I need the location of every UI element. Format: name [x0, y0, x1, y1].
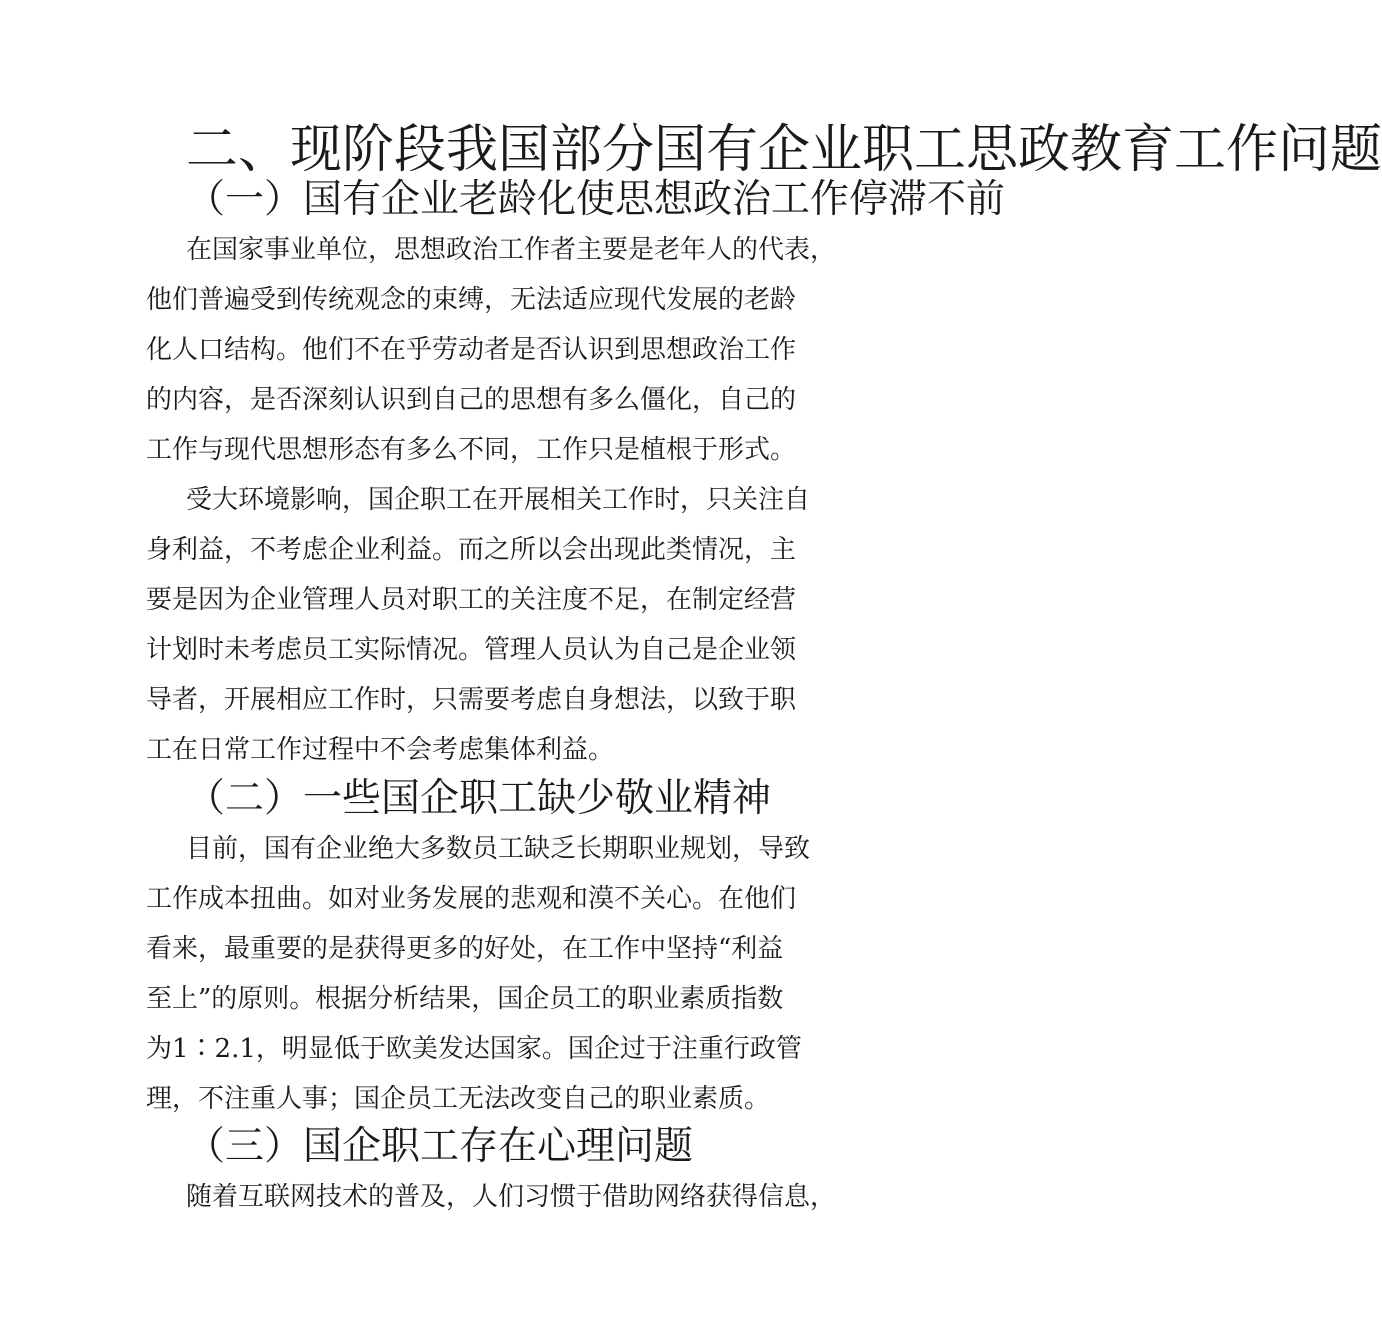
paragraph-line: 受大环境影响，国企职工在开展相关工作时，只关注自: [186, 485, 811, 515]
paragraph-line: 工作与现代思想形态有多么不同，工作只是植根于形式。: [146, 435, 797, 465]
paragraph-line: 理，不注重人事；国企员工无法改变自己的职业素质。: [146, 1084, 771, 1114]
paragraph-3: [146, 824, 836, 1124]
paragraph-2: [146, 475, 836, 775]
paragraph-line: 至上”的原则。根据分析结果，国企员工的职业素质指数: [146, 984, 784, 1014]
paragraph-line: 计划时未考虑员工实际情况。管理人员认为自己是企业领: [146, 635, 797, 665]
paragraph-line: 看来，最重要的是获得更多的好处，在工作中坚持“利益: [146, 934, 784, 964]
paragraph-line: 随着互联网技术的普及，人们习惯于借助网络获得信息，: [186, 1182, 837, 1212]
paragraph-line: 为1∶2.1，明显低于欧美发达国家。国企过于注重行政管: [146, 1034, 802, 1064]
paragraph-line: 身利益，不考虑企业利益。而之所以会出现此类情况，主: [146, 535, 797, 565]
paragraph-line: 导者，开展相应工作时，只需要考虑自身想法，以致于职: [146, 685, 797, 715]
subsection-title-1: （一）国有企业老龄化使思想政治工作停滞不前: [186, 177, 1006, 222]
paragraph-line: 工在日常工作过程中不会考虑集体利益。: [146, 735, 615, 765]
paragraph-line: 化人口结构。他们不在乎劳动者是否认识到思想政治工作: [146, 335, 797, 365]
paragraph-4: [146, 1172, 836, 1222]
paragraph-line: 在国家事业单位，思想政治工作者主要是老年人的代表，: [186, 235, 837, 265]
subsection-title-3: （三）国企职工存在心理问题: [186, 1124, 694, 1169]
paragraph-1: [146, 225, 836, 475]
paragraph-line: 他们普遍受到传统观念的束缚，无法适应现代发展的老龄: [146, 285, 797, 315]
section-title: 二、现阶段我国部分国有企业职工思政教育工作问题: [186, 120, 1382, 180]
subsection-title-2: （二）一些国企职工缺少敬业精神: [186, 776, 772, 821]
paragraph-line: 目前，国有企业绝大多数员工缺乏长期职业规划，导致: [186, 834, 811, 864]
paragraph-line: 工作成本扭曲。如对业务发展的悲观和漠不关心。在他们: [146, 884, 797, 914]
paragraph-line: 的内容，是否深刻认识到自己的思想有多么僵化，自己的: [146, 385, 797, 415]
paragraph-line: 要是因为企业管理人员对职工的关注度不足，在制定经营: [146, 585, 797, 615]
